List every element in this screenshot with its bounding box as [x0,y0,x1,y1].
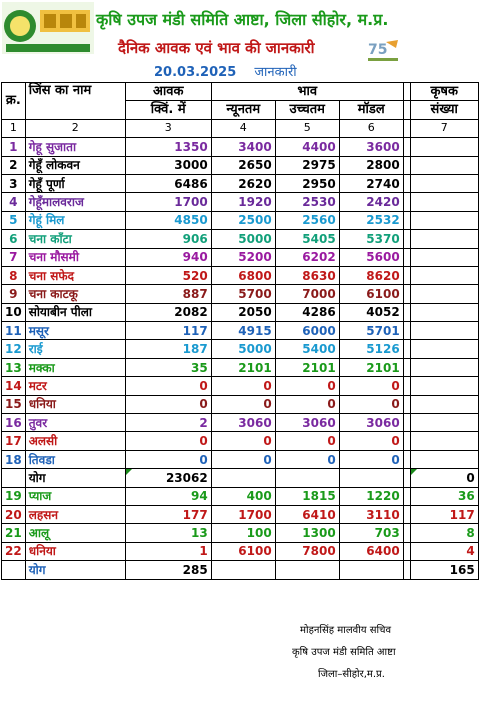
farmer-count-cell: 8 [410,524,478,542]
rates-table [1,82,479,580]
model-price-cell: 2532 [339,211,403,229]
farmer-count-cell [410,358,478,376]
report-date-label: जानकारी [254,65,297,80]
commodity-cell: आलू [25,524,125,542]
arrival-cell: 35 [125,358,211,376]
farmer-count-cell [410,450,478,468]
spacer-cell [403,542,410,560]
cell-indicator-icon [411,469,417,475]
spacer-cell [403,395,410,413]
model-price-cell: 2800 [339,156,403,174]
table-row [2,340,479,358]
farmer-count-cell [410,414,478,432]
serial-cell: 11 [2,322,26,340]
arrival-cell: 187 [125,340,211,358]
table-row [2,395,479,413]
col-number: 4 [211,119,275,137]
model-price-cell: 4052 [339,303,403,321]
max-price-cell: 6410 [275,505,339,523]
min-price-cell: 5700 [211,285,275,303]
serial-cell: 1 [2,138,26,156]
spacer-cell [403,248,410,266]
arrival-cell: 940 [125,248,211,266]
spacer-cell [403,561,410,579]
report-header [0,0,492,82]
serial-cell: 14 [2,377,26,395]
table-row [2,322,479,340]
col-arrival-unit: क्विं. में [125,101,211,119]
commodity-cell: धनिया [25,542,125,560]
serial-cell: 2 [2,156,26,174]
table-row [2,505,479,523]
spacer-cell [403,211,410,229]
model-price-cell: 3060 [339,414,403,432]
spacer-cell [403,303,410,321]
commodity-cell: चना सफेद [25,266,125,284]
commodity-cell: तिवडा [25,450,125,468]
serial-cell: 20 [2,505,26,523]
commodity-cell: चना कॉंटा [25,230,125,248]
farmer-count-cell [410,266,478,284]
arrival-cell: 2082 [125,303,211,321]
commodity-cell: अलसी [25,432,125,450]
serial-cell: 5 [2,211,26,229]
farmer-count-cell: 117 [410,505,478,523]
max-price-cell: 7800 [275,542,339,560]
arrival-cell: 0 [125,432,211,450]
spacer-cell [403,193,410,211]
farmer-count-cell: 4 [410,542,478,560]
serial-cell: 17 [2,432,26,450]
serial-cell: 7 [2,248,26,266]
farmer-count-cell [410,230,478,248]
model-price-cell: 0 [339,450,403,468]
farmer-count-cell [410,156,478,174]
max-price-cell: 2101 [275,358,339,376]
min-price-cell: 0 [211,395,275,413]
arrival-cell: 6486 [125,174,211,192]
signature-district: जिला–सीहोर,म.प्र. [318,669,385,680]
spacer-cell [403,266,410,284]
farmer-count-cell [410,211,478,229]
spacer-cell [403,285,410,303]
serial-cell: 3 [2,174,26,192]
model-price-cell [339,561,403,579]
max-price-cell: 2530 [275,193,339,211]
min-price-cell: 3400 [211,138,275,156]
spacer-cell [403,469,410,487]
report-date-line [154,62,297,80]
arrival-cell: 13 [125,524,211,542]
farmer-count-cell [410,138,478,156]
col-model-header: मॉडल [339,101,403,119]
commodity-cell: तुवर [25,414,125,432]
model-price-cell: 6100 [339,285,403,303]
max-price-cell: 1815 [275,487,339,505]
arrival-cell: 520 [125,266,211,284]
serial-cell [2,469,26,487]
serial-cell: 22 [2,542,26,560]
commodity-cell: गेहूँमालवराज [25,193,125,211]
max-price-cell: 3060 [275,414,339,432]
arrival-cell: 0 [125,377,211,395]
table-row [2,230,479,248]
farmer-count-cell [410,340,478,358]
model-price-cell: 5600 [339,248,403,266]
spacer-cell [403,414,410,432]
table-row [2,487,479,505]
col-number: 5 [275,119,339,137]
commodity-cell: गेहूँ लोकवन [25,156,125,174]
table-row [2,524,479,542]
col-number: 2 [25,119,125,137]
subtotal-label: योग [25,469,125,487]
serial-cell: 10 [2,303,26,321]
min-price-cell [211,561,275,579]
arrival-cell: 887 [125,285,211,303]
max-price-cell: 2950 [275,174,339,192]
total-row [2,561,479,579]
col-commodity-header: जिंस का नाम [25,83,125,120]
header-row-1 [2,83,479,101]
table-row [2,156,479,174]
spacer-cell [403,230,410,248]
model-price-cell: 0 [339,432,403,450]
col-arrival-header: आवक [125,83,211,101]
serial-cell: 9 [2,285,26,303]
table-row [2,542,479,560]
max-price-cell: 6000 [275,322,339,340]
arrival-cell: 1350 [125,138,211,156]
model-price-cell: 1220 [339,487,403,505]
spacer-cell [403,487,410,505]
commodity-cell: मक्का [25,358,125,376]
model-price-cell: 0 [339,395,403,413]
signature-org: कृषि उपज मंडी समिति आष्टा [292,647,396,658]
max-price-cell: 0 [275,450,339,468]
mandi-title: कृषि उपज मंडी समिति आष्टा, जिला सीहोर, म.प्र. [96,10,389,29]
serial-cell: 12 [2,340,26,358]
spacer-cell [403,358,410,376]
model-price-cell: 2740 [339,174,403,192]
max-price-cell: 4400 [275,138,339,156]
commodity-cell: चना मौसमी [25,248,125,266]
spacer-cell [403,156,410,174]
min-price-cell: 3060 [211,414,275,432]
commodity-cell: गेहू सुजाता [25,138,125,156]
table-row [2,450,479,468]
farmer-count-cell [410,193,478,211]
arrival-cell: 0 [125,450,211,468]
table-row [2,285,479,303]
model-price-cell: 2420 [339,193,403,211]
report-subtitle: दैनिक आवक एवं भाव की जानकारी [118,39,315,57]
table-row [2,174,479,192]
max-price-cell: 8630 [275,266,339,284]
min-price-cell: 2500 [211,211,275,229]
commodity-cell: गेहूँ पूर्णा [25,174,125,192]
max-price-cell [275,469,339,487]
subtotal-arrival: 23062 [125,469,211,487]
min-price-cell [211,469,275,487]
max-price-cell: 0 [275,377,339,395]
max-price-cell: 0 [275,395,339,413]
min-price-cell: 2650 [211,156,275,174]
table-row [2,303,479,321]
min-price-cell: 4915 [211,322,275,340]
model-price-cell: 5701 [339,322,403,340]
commodity-cell: लहसन [25,505,125,523]
min-price-cell: 2101 [211,358,275,376]
serial-cell: 15 [2,395,26,413]
azadi-logo [366,38,400,64]
serial-cell [2,561,26,579]
table-row [2,377,479,395]
spacer-cell [403,174,410,192]
model-price-cell: 3600 [339,138,403,156]
max-price-cell: 5400 [275,340,339,358]
farmer-count-cell [410,248,478,266]
farmer-count-cell [410,303,478,321]
max-price-cell: 1300 [275,524,339,542]
commodity-cell: प्याज [25,487,125,505]
signature-name: मोहनसिंह मालवीय सचिव [300,625,392,636]
farmer-count-cell [410,395,478,413]
min-price-cell: 100 [211,524,275,542]
total-arrival: 285 [125,561,211,579]
col-farmer-subheader: संख्या [410,101,478,119]
farmer-count-cell [410,377,478,395]
commodity-cell: चना काटकू [25,285,125,303]
table-row [2,248,479,266]
arrival-cell: 3000 [125,156,211,174]
max-price-cell: 2975 [275,156,339,174]
min-price-cell: 5000 [211,230,275,248]
cell-indicator-icon [126,469,132,475]
arrival-cell: 4850 [125,211,211,229]
max-price-cell: 7000 [275,285,339,303]
spacer-cell [403,377,410,395]
commodity-cell: मसूर [25,322,125,340]
table-row [2,266,479,284]
farmer-count-cell [410,322,478,340]
min-price-cell: 1920 [211,193,275,211]
col-number: 3 [125,119,211,137]
spacer-cell [403,138,410,156]
spacer-cell [403,340,410,358]
table-row [2,358,479,376]
col-min-header: न्यूनतम [211,101,275,119]
col-number: 1 [2,119,26,137]
serial-cell: 6 [2,230,26,248]
commodity-cell: सोयाबीन पीला [25,303,125,321]
commodity-cell: धनिया [25,395,125,413]
total-label: योग [25,561,125,579]
arrival-cell: 1700 [125,193,211,211]
arrival-cell: 906 [125,230,211,248]
arrival-cell: 117 [125,322,211,340]
model-price-cell: 8620 [339,266,403,284]
arrival-cell: 0 [125,395,211,413]
max-price-cell: 0 [275,432,339,450]
model-price-cell: 3110 [339,505,403,523]
min-price-cell: 0 [211,377,275,395]
col-serial-header: क्र. [2,83,26,120]
farmer-count-cell [410,285,478,303]
min-price-cell: 2050 [211,303,275,321]
column-number-row [2,119,479,137]
min-price-cell: 2620 [211,174,275,192]
spacer-cell [403,524,410,542]
table-row [2,414,479,432]
total-farmers: 165 [410,561,478,579]
table-row [2,432,479,450]
model-price-cell: 6400 [339,542,403,560]
serial-cell: 16 [2,414,26,432]
report-date: 20.03.2025 [154,65,237,80]
min-price-cell: 6800 [211,266,275,284]
col-price-header: भाव [211,83,403,101]
svg-text:75: 75 [368,42,388,58]
serial-cell: 19 [2,487,26,505]
model-price-cell: 5370 [339,230,403,248]
commodity-cell: राई [25,340,125,358]
max-price-cell [275,561,339,579]
serial-cell: 21 [2,524,26,542]
min-price-cell: 0 [211,432,275,450]
max-price-cell: 5405 [275,230,339,248]
model-price-cell: 0 [339,377,403,395]
subtotal-row [2,469,479,487]
farmer-count-cell [410,432,478,450]
model-price-cell: 703 [339,524,403,542]
min-price-cell: 0 [211,450,275,468]
farmer-count-cell [410,174,478,192]
table-row [2,193,479,211]
min-price-cell: 400 [211,487,275,505]
spacer-cell [403,450,410,468]
arrival-cell: 94 [125,487,211,505]
col-number: 7 [410,119,478,137]
table-row [2,138,479,156]
min-price-cell: 5000 [211,340,275,358]
min-price-cell: 5200 [211,248,275,266]
serial-cell: 18 [2,450,26,468]
serial-cell: 13 [2,358,26,376]
col-max-header: उच्चतम [275,101,339,119]
commodity-cell: मटर [25,377,125,395]
spacer-cell [403,322,410,340]
max-price-cell: 6202 [275,248,339,266]
arrival-cell: 2 [125,414,211,432]
subtotal-farmers: 0 [410,469,478,487]
model-price-cell [339,469,403,487]
serial-cell: 4 [2,193,26,211]
min-price-cell: 1700 [211,505,275,523]
min-price-cell: 6100 [211,542,275,560]
model-price-cell: 5126 [339,340,403,358]
mandi-logo [2,2,94,54]
col-farmer-header: कृषक [410,83,478,101]
serial-cell: 8 [2,266,26,284]
spacer-cell [403,505,410,523]
spacer-cell [403,432,410,450]
max-price-cell: 2560 [275,211,339,229]
table-row [2,211,479,229]
arrival-cell: 177 [125,505,211,523]
arrival-cell: 1 [125,542,211,560]
col-number: 6 [339,119,403,137]
commodity-cell: गेहूं मिल [25,211,125,229]
max-price-cell: 4286 [275,303,339,321]
model-price-cell: 2101 [339,358,403,376]
farmer-count-cell: 36 [410,487,478,505]
